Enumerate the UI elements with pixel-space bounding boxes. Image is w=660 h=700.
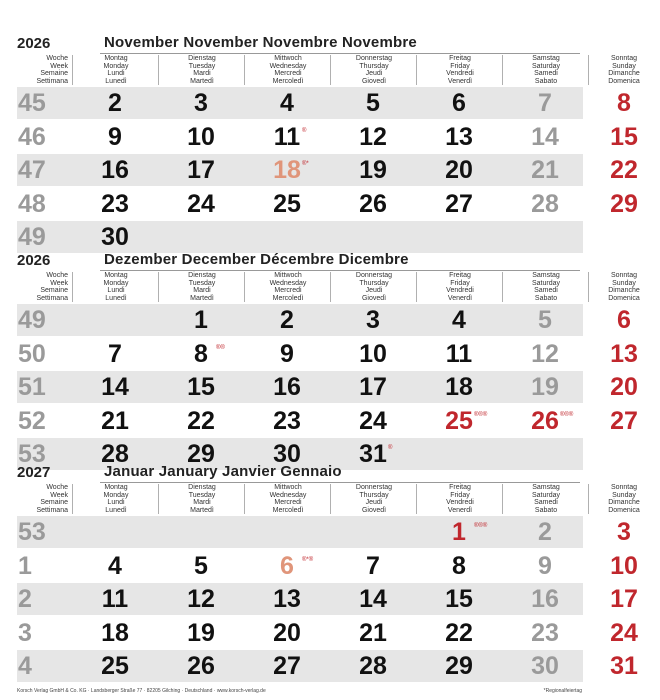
weekday-label: Donnerstag Thursday Jeudi Giovedì: [330, 55, 417, 85]
day-number: 5: [194, 551, 208, 580]
day-number: 23: [531, 618, 559, 647]
day-number: 16: [531, 585, 559, 613]
publisher-footer: Korsch Verlag GmbH & Co. KG · Landsberger Straße 77 · 82205 Gilching · Deutschland · www.korsch-verlag.de: [17, 688, 266, 694]
month-header: [0, 463, 640, 515]
day-number: 4: [452, 306, 466, 334]
day-number: 11: [445, 339, 473, 368]
weekday-label: Montag Monday Lundi Lunedì: [72, 272, 159, 302]
year-label: 2026: [17, 35, 51, 52]
week-number: 46: [18, 122, 46, 151]
day-number: 2: [280, 306, 294, 334]
day-number: 27: [445, 189, 473, 218]
weekday-label: Dienstag Tuesday Mardi Martedì: [158, 272, 245, 302]
week-row: [0, 120, 638, 154]
day-number: 18: [273, 156, 301, 184]
day-number: 17: [359, 373, 387, 401]
week-row: [0, 582, 638, 616]
day-number: 1: [194, 306, 208, 334]
weekday-label: Dienstag Tuesday Mardi Martedì: [158, 55, 245, 85]
month-header: [0, 251, 640, 303]
day-number: 22: [610, 156, 638, 184]
day-number: 18: [101, 618, 129, 647]
day-number: 27: [610, 406, 638, 435]
day-number: 5: [538, 306, 552, 334]
day-number: 13: [610, 339, 638, 368]
week-label: Woche Week Semaine Settimana: [36, 55, 68, 85]
day-number: 15: [187, 373, 215, 401]
week-number: 51: [18, 373, 46, 401]
day-number: 12: [187, 585, 215, 613]
weekday-label: Samstag Saturday Samedi Sabato: [502, 484, 589, 514]
weekday-label: Mittwoch Wednesday Mercredi Mercoledì: [244, 55, 331, 85]
month-block: [0, 34, 640, 254]
day-number: 8: [617, 89, 631, 117]
day-number: 30: [531, 652, 559, 680]
week-number: 4: [18, 652, 32, 680]
day-number: 21: [101, 406, 129, 435]
week-number: 48: [18, 189, 46, 218]
weekday-label: Sonntag Sunday Dimanche Domenica: [588, 55, 659, 85]
week-number: 49: [18, 223, 46, 251]
week-number: 53: [18, 518, 46, 546]
weekday-label: Samstag Saturday Samedi Sabato: [502, 55, 589, 85]
day-number: 11: [101, 585, 129, 613]
day-number: 6: [280, 551, 294, 580]
day-number: 14: [531, 122, 559, 151]
week-row: [0, 404, 638, 438]
weekday-label: Sonntag Sunday Dimanche Domenica: [588, 484, 659, 514]
weekday-label: Mittwoch Wednesday Mercredi Mercoledì: [244, 484, 331, 514]
day-number: 28: [359, 652, 387, 680]
day-number: 19: [187, 618, 215, 647]
week-number: 50: [18, 339, 46, 368]
holiday-symbol: ®*®: [302, 556, 314, 563]
header-rule: [100, 53, 580, 54]
week-number: 3: [18, 618, 32, 647]
day-number: 11: [273, 122, 301, 151]
week-label: Woche Week Semaine Settimana: [36, 272, 68, 302]
week-rows: [0, 303, 638, 471]
day-number: 28: [531, 189, 559, 218]
day-number: 4: [108, 551, 122, 580]
day-number: 13: [445, 122, 473, 151]
day-number: 22: [187, 406, 215, 435]
day-number: 6: [617, 306, 631, 334]
day-number: 25: [273, 189, 301, 218]
day-number: 27: [273, 652, 301, 680]
holiday-symbol: ®*: [302, 161, 309, 167]
day-number: 19: [531, 373, 559, 401]
day-number: 16: [273, 373, 301, 401]
holiday-symbol: ®®: [216, 344, 225, 351]
week-row: [0, 616, 638, 650]
week-row: [0, 649, 638, 683]
weekday-label: Donnerstag Thursday Jeudi Giovedì: [330, 484, 417, 514]
footnote: *Regionalfeiertag: [543, 688, 582, 694]
day-number: 18: [445, 373, 473, 401]
day-number: 26: [359, 189, 387, 218]
day-number: 26: [531, 406, 559, 435]
day-number: 6: [452, 89, 466, 117]
week-row: [0, 187, 638, 221]
day-number: 3: [617, 518, 631, 546]
day-number: 25: [445, 406, 473, 435]
day-number: 23: [101, 189, 129, 218]
day-number: 2: [538, 518, 552, 546]
day-number: 29: [610, 189, 638, 218]
day-number: 20: [273, 618, 301, 647]
day-number: 21: [531, 156, 559, 184]
day-number: 2: [108, 89, 122, 117]
weekday-label: Freitag Friday Vendredi Venerdì: [416, 272, 503, 302]
day-number: 9: [108, 122, 122, 151]
week-number: 45: [18, 89, 46, 117]
day-number: 23: [273, 406, 301, 435]
week-row: [0, 153, 638, 187]
day-number: 29: [445, 652, 473, 680]
day-number: 21: [359, 618, 387, 647]
weekday-label: Mittwoch Wednesday Mercredi Mercoledì: [244, 272, 331, 302]
day-number: 31: [359, 440, 387, 468]
holiday-symbol: ®®®: [560, 411, 574, 418]
day-number: 4: [280, 89, 294, 117]
day-number: 17: [610, 585, 638, 613]
day-number: 29: [187, 440, 215, 468]
week-number: 53: [18, 440, 46, 468]
holiday-symbol: ®®®: [474, 523, 488, 529]
week-row: [0, 86, 631, 120]
day-number: 13: [273, 585, 301, 613]
day-number: 15: [610, 122, 638, 151]
day-number: 14: [101, 373, 129, 401]
week-number: 52: [18, 406, 46, 435]
weekday-label: Montag Monday Lundi Lunedì: [72, 55, 159, 85]
week-row: [0, 303, 631, 337]
day-number: 24: [187, 189, 215, 218]
day-number: 9: [538, 551, 552, 580]
day-number: 8: [194, 339, 208, 368]
day-number: 25: [101, 652, 129, 680]
day-number: 15: [445, 585, 473, 613]
day-number: 20: [610, 373, 638, 401]
day-number: 22: [445, 618, 473, 647]
weekday-label: Montag Monday Lundi Lunedì: [72, 484, 159, 514]
weekday-label: Samstag Saturday Samedi Sabato: [502, 272, 589, 302]
day-number: 12: [531, 339, 559, 368]
month-name: November November Novembre Novembre: [104, 34, 417, 51]
day-number: 3: [366, 306, 380, 334]
holiday-symbol: ®®®: [474, 411, 488, 418]
week-row: [0, 337, 638, 371]
day-number: 10: [359, 339, 387, 368]
weekday-label: Donnerstag Thursday Jeudi Giovedì: [330, 272, 417, 302]
day-number: 24: [359, 406, 387, 435]
day-number: 9: [280, 339, 294, 368]
month-name: Dezember December Décembre Dicembre: [104, 251, 409, 268]
month-header: [0, 34, 640, 86]
week-number: 2: [18, 585, 32, 613]
year-label: 2027: [17, 464, 51, 481]
day-number: 7: [108, 339, 122, 368]
day-number: 1: [452, 518, 466, 546]
week-rows: [0, 515, 638, 683]
week-row: [0, 515, 631, 549]
day-number: 3: [194, 89, 208, 117]
weekday-label: Freitag Friday Vendredi Venerdì: [416, 484, 503, 514]
day-number: 20: [445, 156, 473, 184]
year-label: 2026: [17, 252, 51, 269]
weekday-label: Sonntag Sunday Dimanche Domenica: [588, 272, 659, 302]
month-name: Januar January Janvier Gennaio: [104, 463, 342, 480]
week-number: 1: [18, 551, 32, 580]
day-number: 30: [273, 440, 301, 468]
week-rows: [0, 86, 638, 254]
day-number: 8: [452, 551, 466, 580]
day-number: 14: [359, 585, 387, 613]
week-number: 47: [18, 156, 46, 184]
day-number: 12: [359, 122, 387, 151]
holiday-symbol: ®: [302, 127, 307, 134]
day-number: 7: [366, 551, 380, 580]
day-number: 24: [610, 618, 638, 647]
month-block: [0, 463, 640, 683]
day-number: 28: [101, 440, 129, 468]
week-number: 49: [18, 306, 46, 334]
week-label: Woche Week Semaine Settimana: [36, 484, 68, 514]
week-row: [0, 549, 638, 583]
weekday-label: Dienstag Tuesday Mardi Martedì: [158, 484, 245, 514]
day-number: 16: [101, 156, 129, 184]
day-number: 17: [187, 156, 215, 184]
day-number: 31: [610, 652, 638, 680]
holiday-symbol: ®: [388, 445, 393, 451]
header-rule: [100, 270, 580, 271]
day-number: 26: [187, 652, 215, 680]
header-rule: [100, 482, 580, 483]
day-number: 5: [366, 89, 380, 117]
day-number: 10: [187, 122, 215, 151]
day-number: 19: [359, 156, 387, 184]
day-number: 10: [610, 551, 638, 580]
day-number: 7: [538, 89, 552, 117]
week-row: [0, 370, 638, 404]
week-row: [0, 220, 600, 254]
day-number: 30: [101, 223, 129, 251]
weekday-label: Freitag Friday Vendredi Venerdì: [416, 55, 503, 85]
month-block: [0, 251, 640, 471]
